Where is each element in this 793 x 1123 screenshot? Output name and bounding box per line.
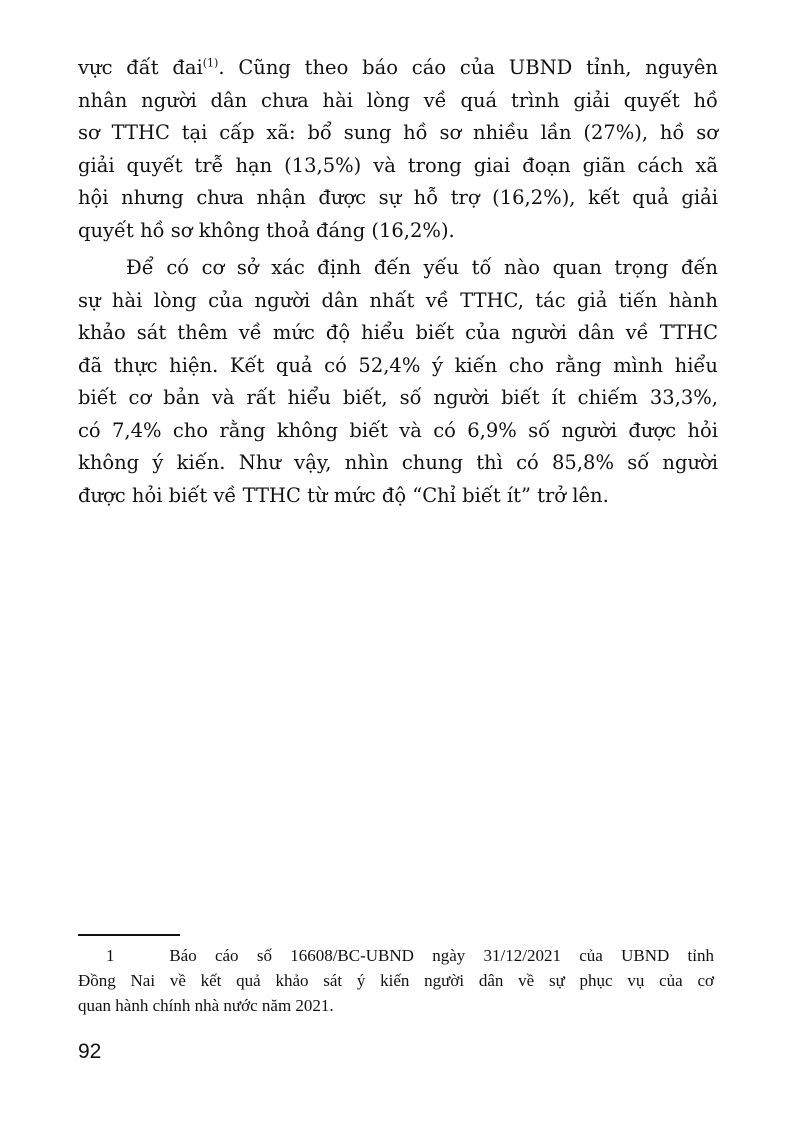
text-line: sơ TTHC tại cấp xã: bổ sung hồ sơ nhiều lần (27%), hồ sơ — [78, 121, 718, 144]
paragraph-1 — [78, 52, 718, 247]
text-line: hội nhưng chưa nhận được sự hỗ trợ (16,2%), kết quả giải — [78, 186, 718, 209]
text-fragment: Báo cáo số 16608/BC-UBND ngày 31/12/2021 của UBND tỉnh — [169, 946, 714, 965]
text-line: giải quyết trễ hạn (13,5%) và trong giai đoạn giãn cách xã — [78, 153, 718, 177]
text-line: sự hài lòng của người dân nhất về TTHC, tác giả tiến hành — [78, 288, 718, 312]
page-number: 92 — [78, 1040, 102, 1063]
footnote — [78, 943, 714, 1018]
text-line: có 7,4% cho rằng không biết và có 6,9% số người được hỏi — [78, 418, 718, 442]
text-line: không ý kiến. Như vậy, nhìn chung thì có 85,8% số người — [78, 451, 718, 474]
text-line: Đồng Nai về kết quả khảo sát ý kiến người dân về sự phục vụ của cơ — [78, 971, 714, 990]
footnote-divider — [78, 934, 180, 936]
text-line: Để có cơ sở xác định đến yếu tố nào quan trọng đến — [126, 256, 718, 279]
text-line: quyết hồ sơ không thoả đáng (16,2%). — [78, 218, 455, 242]
text-line — [78, 943, 714, 968]
text-line: đã thực hiện. Kết quả có 52,4% ý kiến cho rằng mình hiểu — [78, 353, 718, 377]
text-line: biết cơ bản và rất hiểu biết, số người biết ít chiếm 33,3%, — [78, 386, 718, 409]
text-line — [78, 52, 718, 85]
footnote-number: 1 — [106, 946, 115, 965]
text-fragment: . Cũng theo báo cáo của UBND tỉnh, nguyên — [218, 56, 718, 79]
text-fragment: vực đất đai — [78, 56, 203, 79]
footnote-reference: (1) — [202, 56, 219, 70]
paragraph-2 — [78, 252, 718, 512]
text-line: được hỏi biết về TTHC từ mức độ “Chỉ biết ít” trở lên. — [78, 483, 609, 507]
text-line: khảo sát thêm về mức độ hiểu biết của người dân về TTHC — [78, 321, 718, 344]
text-line: quan hành chính nhà nước năm 2021. — [78, 996, 334, 1015]
text-line: nhân người dân chưa hài lòng về quá trình giải quyết hồ — [78, 88, 718, 112]
